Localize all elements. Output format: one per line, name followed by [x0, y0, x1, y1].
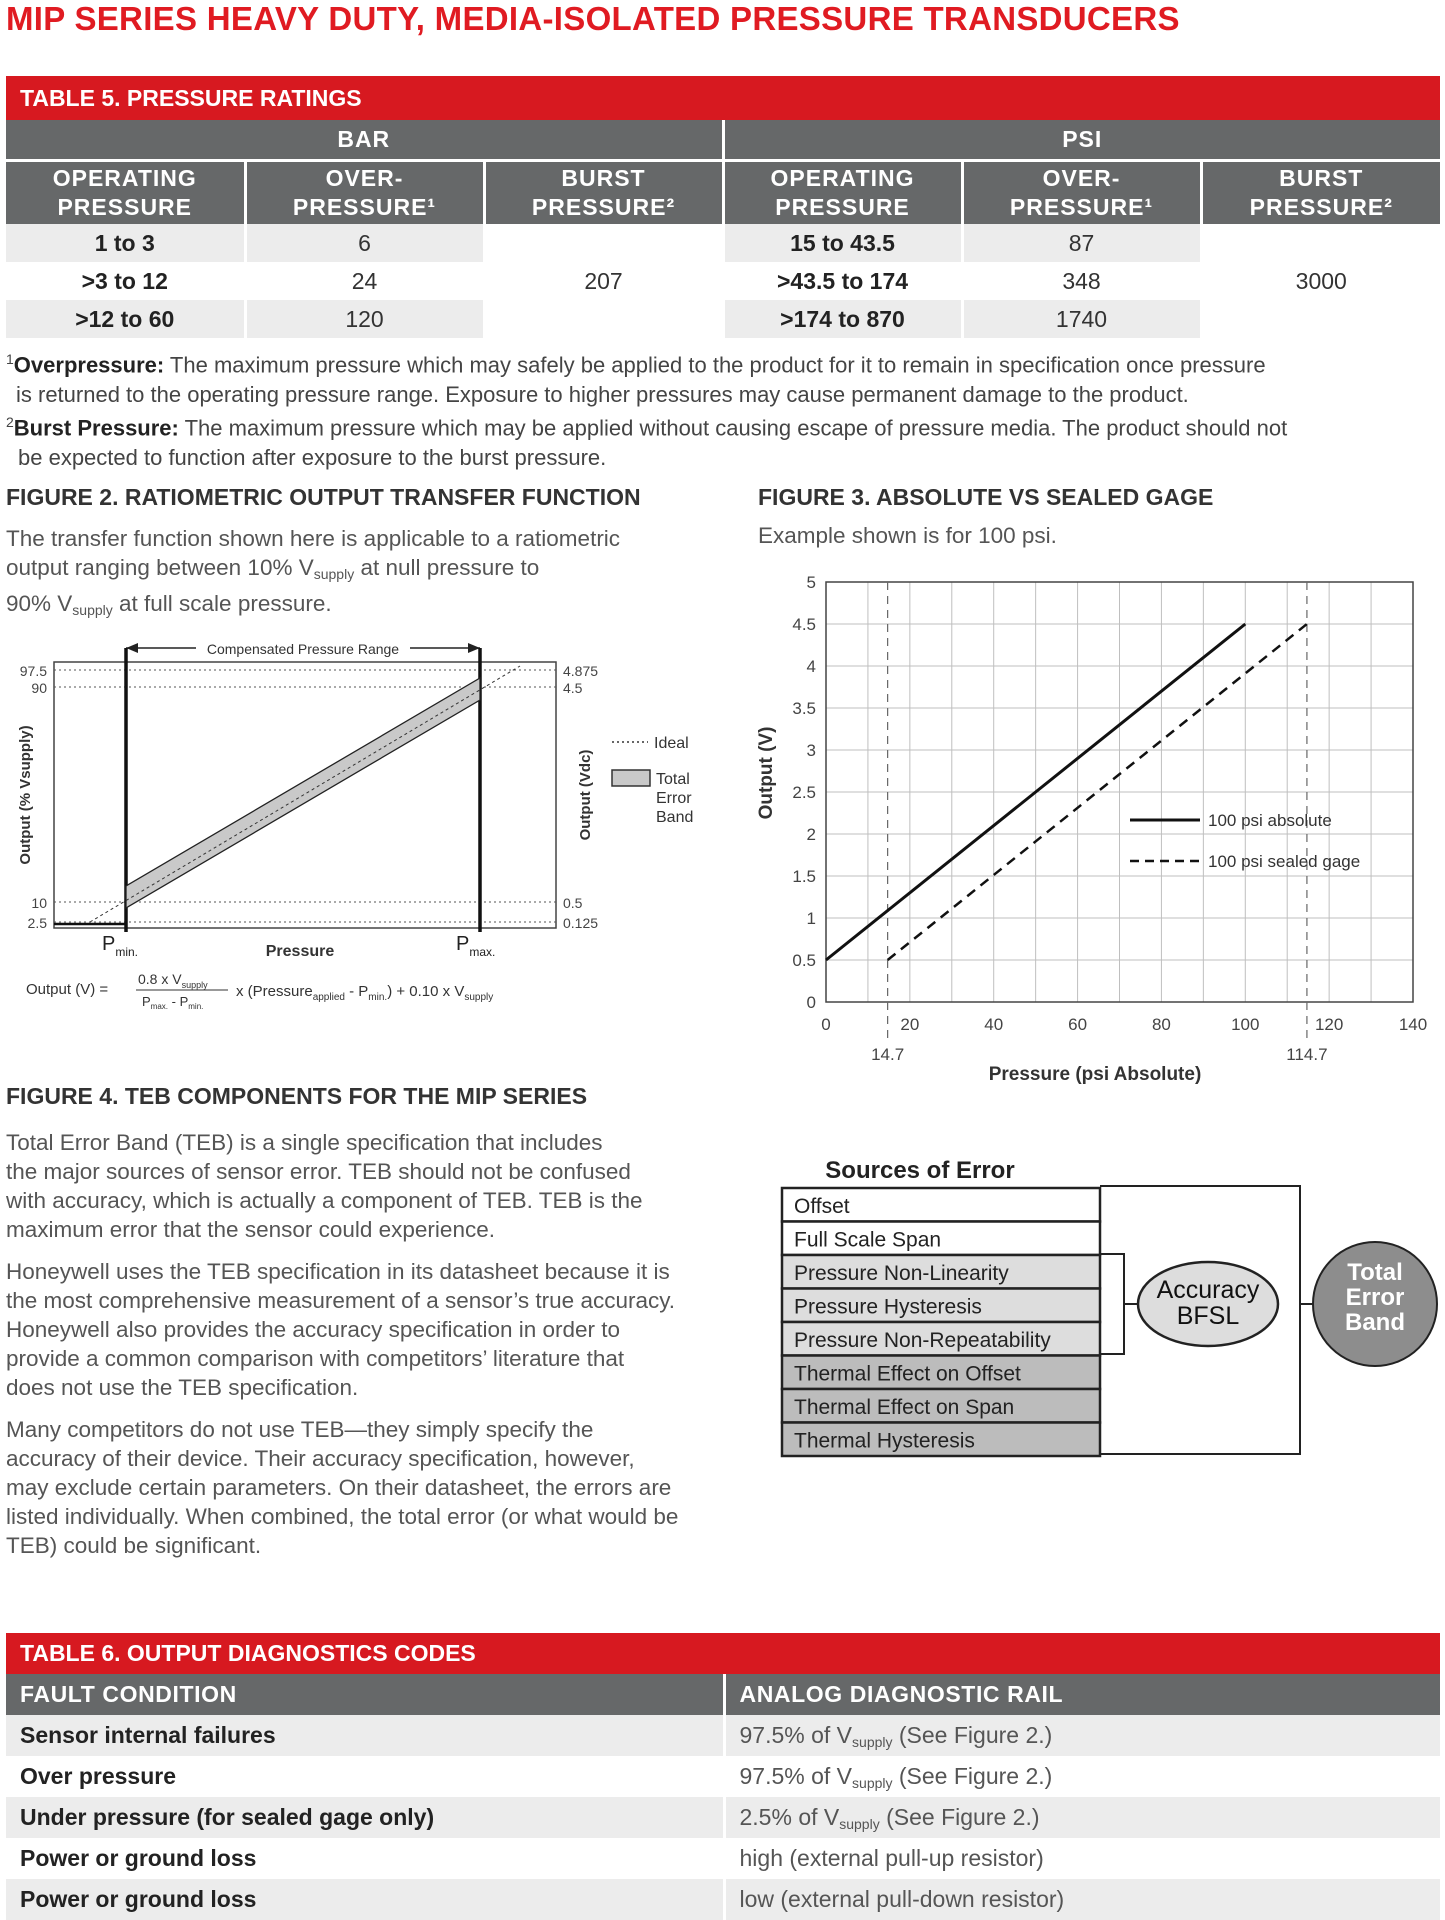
bfsl-label: BFSL: [1176, 1302, 1240, 1330]
teb-paragraph-1: Total Error Band (TEB) is a single specification that includes the major sources of sensor error. TEB should not be confused with accuracy, which is actually a component of TEB. TEB is the maximum error that the sensor could experience.: [6, 1130, 643, 1242]
pmin-label: $P_{min.}$: [102, 933, 139, 959]
error-source-label: Pressure Non-Repeatability: [794, 1329, 1051, 1352]
error-source-label: Thermal Effect on Span: [794, 1396, 1015, 1419]
right-tick: 4.875: [563, 663, 599, 679]
psi-over: 1740: [962, 300, 1201, 338]
fault-cell: Under pressure (for sealed gage only): [6, 1797, 724, 1838]
y-tick-label: 3: [806, 741, 816, 760]
legend-teb-swatch: [612, 770, 650, 786]
figure3-heading: FIGURE 3. ABSOLUTE VS SEALED GAGE: [758, 484, 1214, 510]
y-tick-label: 1: [806, 909, 816, 928]
accuracy-bracket: [1100, 1254, 1124, 1354]
bar-over: 24: [245, 262, 484, 300]
diagnostics-codes-table: [6, 1674, 1440, 1920]
formula-denominator: $P_{max.} - P_{min.}$: [142, 994, 204, 1011]
pressure-axis-label: Pressure: [265, 943, 335, 960]
bar-over: 6: [245, 224, 484, 262]
formula-rhs: x (Pressure$_{applied}$ - $P_{min.}) + 0.10$ x $V_{supply}$: [236, 983, 494, 1003]
formula-lhs: Output (V) =: [26, 981, 109, 998]
legend-ideal: Ideal: [654, 735, 689, 752]
pressure-ratings-table: [6, 120, 1440, 338]
x-tick-label: 60: [1068, 1015, 1088, 1034]
legend-sealed: 100 psi sealed gage: [1208, 852, 1361, 871]
left-axis-label: Output (% Vsupply): [17, 725, 34, 865]
teb-label-2: Error: [1345, 1284, 1405, 1311]
y-tick-label: 2.5: [792, 783, 816, 802]
col-burst-psi: BURST PRESSURE²: [1201, 160, 1440, 224]
arrow-left-icon: [126, 643, 138, 653]
error-source-label: Pressure Hysteresis: [794, 1295, 982, 1319]
col-fault-condition: FAULT CONDITION: [6, 1674, 724, 1715]
figure2-description: The transfer function shown here is applicable to a ratiometric output ranging between 10% $V_{supply}$ at null pressure to 90% $V_{supply}$ at full scale pressure.: [6, 526, 621, 618]
error-source-label: Offset: [794, 1195, 850, 1218]
col-operating-psi: OPERATING PRESSURE: [723, 160, 962, 224]
col-analog-rail: ANALOG DIAGNOSTIC RAIL: [724, 1674, 1440, 1715]
total-error-band: [126, 678, 480, 908]
table5-caption: TABLE 5. PRESSURE RATINGS: [6, 76, 1440, 120]
left-tick: 97.5: [19, 663, 47, 679]
col-over-bar: OVER- PRESSURE¹: [245, 160, 484, 224]
y-tick-label: 4.5: [792, 615, 816, 634]
teb-paragraph-2: Honeywell uses the TEB specification in its datasheet because it is the most comprehensive measurement of a sensor’s true accuracy. Honeywell also provides the accuracy specification in order to provide a common comparison with competitors’ literature that does not use the TEB specification.: [6, 1259, 676, 1400]
rail-cell: 97.5% of $V_{supply}$ (See Figure 2.): [724, 1756, 1440, 1797]
table-row: [6, 1838, 1440, 1879]
psi-burst: 3000: [1201, 224, 1440, 338]
footnote-overpressure: $^1$Overpressure: The maximum pressure which may safely be applied to the product for it to remain in specification once pressure is returned to the operating pressure range. Exposure to higher pressures may cause permanent damage to the product.: [6, 351, 1266, 408]
accuracy-label: Accuracy: [1156, 1276, 1260, 1304]
rail-cell: low (external pull-down resistor): [724, 1879, 1440, 1920]
left-tick: 90: [31, 680, 47, 696]
chart-ylabel: Output (V): [756, 726, 777, 820]
y-tick-label: 1.5: [792, 867, 816, 886]
col-operating-bar: OPERATING PRESSURE: [6, 160, 245, 224]
y-tick-label: 0.5: [792, 951, 816, 970]
bar-operating: >3 to 12: [81, 267, 168, 294]
compensated-range-label: Compensated Pressure Range: [206, 641, 400, 657]
x-tick-label: 80: [1151, 1015, 1171, 1034]
absolute-vs-sealed-chart: [740, 560, 1440, 1090]
table-row: [6, 224, 1440, 262]
arrow-right-icon: [468, 643, 480, 653]
bar-over: 120: [245, 300, 484, 338]
transfer-function-diagram: [0, 630, 740, 1020]
fault-cell: Over pressure: [20, 1763, 176, 1789]
page-title: MIP SERIES HEAVY DUTY, MEDIA-ISOLATED PRESSURE TRANSDUCERS: [6, 0, 1180, 37]
y-tick-label: 2: [806, 825, 816, 844]
table-row: [6, 1756, 1440, 1797]
error-source-label: Full Scale Span: [794, 1228, 942, 1252]
group-bar-header: BAR: [6, 120, 723, 160]
group-psi-header: PSI: [723, 120, 1440, 160]
table-row: [6, 1797, 1440, 1838]
figure2-heading: FIGURE 2. RATIOMETRIC OUTPUT TRANSFER FUNCTION: [6, 484, 641, 510]
right-tick: 0.125: [563, 915, 599, 931]
x-tick-label: 0: [821, 1015, 831, 1034]
left-tick: 10: [31, 895, 47, 911]
bar-operating: 1 to 3: [6, 224, 245, 262]
x-tick-label: 140: [1398, 1015, 1428, 1034]
rail-cell: 2.5% of $V_{supply}$ (See Figure 2.): [724, 1797, 1440, 1838]
y-tick-label: 3.5: [792, 699, 816, 718]
table-row: [6, 1879, 1440, 1920]
teb-paragraph-3: Many competitors do not use TEB—they simply specify the accuracy of their device. Their accuracy specification, however, may exclude certain parameters. On their datasheet, the errors are listed individually. When combined, the total error (or what would be TEB) could be significant.: [6, 1417, 679, 1558]
pmax-label: $P_{max.}$: [456, 933, 496, 959]
fault-cell: Power or ground loss: [6, 1879, 724, 1920]
rail-cell: 97.5% of $V_{supply}$ (See Figure 2.): [724, 1715, 1440, 1756]
error-source-label: Thermal Effect on Offset: [794, 1362, 1021, 1386]
col-over-psi: OVER- PRESSURE¹: [962, 160, 1201, 224]
left-tick: 2.5: [27, 915, 47, 931]
x-tick-label: 100: [1231, 1015, 1260, 1034]
teb-label-1: Total: [1347, 1259, 1403, 1286]
right-tick: 0.5: [563, 895, 583, 911]
right-tick: 4.5: [563, 680, 583, 696]
legend-absolute: 100 psi absolute: [1208, 811, 1332, 830]
right-axis-label: Output (Vdc): [577, 749, 594, 841]
figure4-heading: FIGURE 4. TEB COMPONENTS FOR THE MIP SERIES: [6, 1083, 588, 1109]
bar-operating: >12 to 60: [6, 300, 245, 338]
psi-operating: >43.5 to 174: [723, 262, 962, 300]
footnote-burst: $^2$Burst Pressure: The maximum pressure which may be applied without causing escape of pressure media. The product should not be expected to function after exposure to the burst pressure.: [6, 414, 1288, 471]
table6-caption: TABLE 6. OUTPUT DIAGNOSTICS CODES: [6, 1633, 1440, 1674]
y-tick-label: 5: [806, 573, 816, 592]
bar-burst: 207: [484, 224, 723, 338]
y-tick-label: 0: [806, 993, 816, 1012]
error-source-label: Thermal Hysteresis: [794, 1429, 975, 1453]
col-burst-bar: BURST PRESSURE²: [484, 160, 723, 224]
psi-operating: 15 to 43.5: [723, 224, 962, 262]
teb-label-3: Band: [1345, 1309, 1405, 1336]
sources-title: Sources of Error: [825, 1157, 1015, 1184]
x-tick-label: 40: [984, 1015, 1004, 1034]
fault-cell: Sensor internal failures: [6, 1715, 724, 1756]
rail-cell: high (external pull-up resistor): [724, 1838, 1440, 1879]
x-tick-label: 20: [900, 1015, 920, 1034]
extra-tick-14-7: 14.7: [871, 1045, 905, 1064]
table-row: [6, 1715, 1440, 1756]
formula-numerator: 0.8 x $V_{supply}$: [138, 971, 208, 990]
psi-over: 348: [962, 262, 1201, 300]
psi-operating: >174 to 870: [723, 300, 962, 338]
sources-of-error-diagram: [770, 1140, 1440, 1460]
extra-tick-114-7: 114.7: [1286, 1045, 1328, 1064]
error-source-label: Pressure Non-Linearity: [794, 1262, 1009, 1285]
x-tick-label: 120: [1314, 1015, 1344, 1034]
fault-cell: Power or ground loss: [20, 1845, 257, 1871]
chart-xlabel: Pressure (psi Absolute): [988, 1064, 1202, 1085]
figure3-description: Example shown is for 100 psi.: [758, 523, 1057, 548]
y-tick-label: 4: [806, 657, 816, 676]
legend-teb: Total Error Band: [656, 771, 694, 826]
psi-over: 87: [962, 224, 1201, 262]
